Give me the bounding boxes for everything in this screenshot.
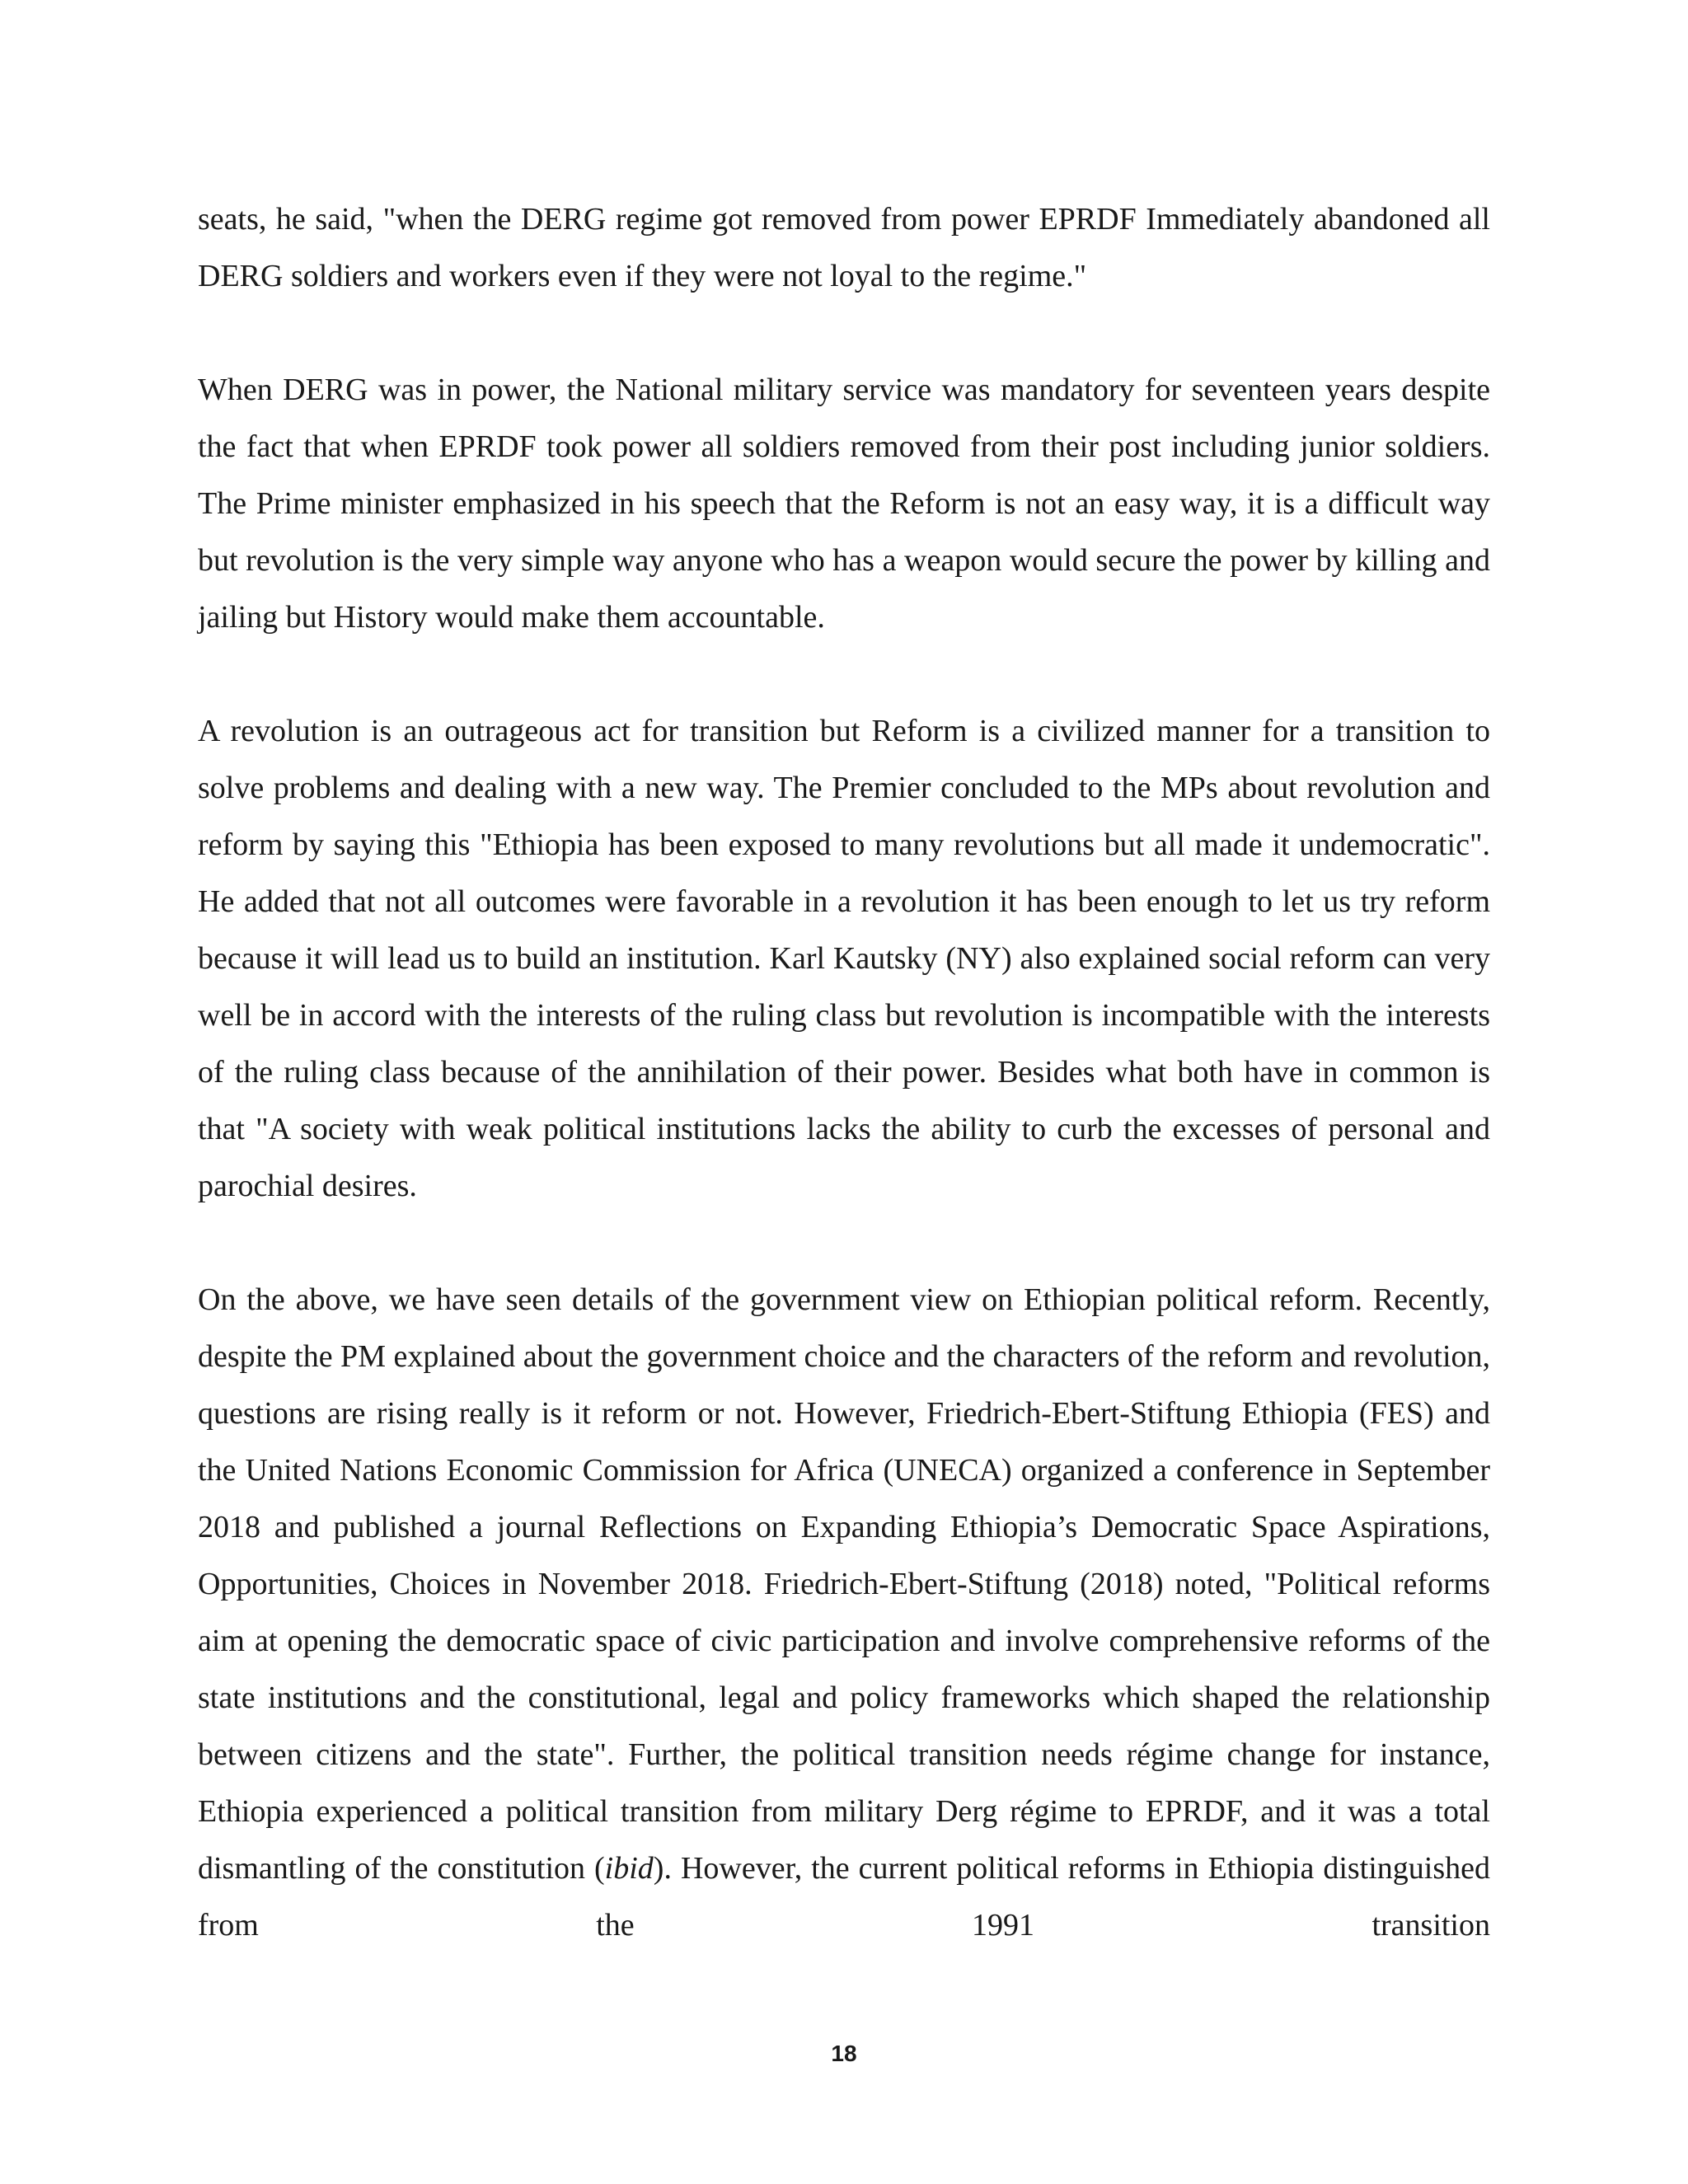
page-number: 18 <box>831 2041 857 2066</box>
paragraph-4 <box>198 1272 1490 1954</box>
paragraph-4-text-after: ). However, the current political reforms in Ethiopia distinguished from the 1991 transition <box>198 1851 1490 1943</box>
paragraph-1: seats, he said, "when the DERG regime got removed from power EPRDF Immediately abandoned all DERG soldiers and workers even if they were not loyal to the regime." <box>198 202 1490 293</box>
paragraph-4-text-before: On the above, we have seen details of the government view on Ethiopian political reform. Recently, despite the PM explained about the government choice and the characters of the reform and revolution, questions are rising really is it reform or not. However, Friedrich-Ebert-Stiftung Ethiopia (FES) and the United Nations Economic Commission for Africa (UNECA) organized a conference in September 2018 and published a journal Reflections on Expanding Ethiopia’s Democratic Space Aspirations, Opportunities, Choices in November 2018. Friedrich-Ebert-Stiftung (2018) noted, "Political reforms aim at opening the democratic space of civic participation and involve comprehensive reforms of the state institutions and the constitutional, legal and policy frameworks which shaped the relationship between citizens and the state". Further, the political transition needs régime change for instance, Ethiopia experienced a political transition from military Derg régime to EPRDF, and it was a total dismantling of the constitution ( <box>198 1282 1491 1886</box>
paragraph-4-italic-ibid: ibid <box>604 1851 654 1886</box>
body-text <box>198 191 1490 1954</box>
paragraph-2: When DERG was in power, the National military service was mandatory for seventeen years despite the fact that when EPRDF took power all soldiers removed from their post including junior soldiers. The Prime minister emphasized in his speech that the Reform is not an easy way, it is a difficult way but revolution is the very simple way anyone who has a weapon would secure the power by killing and jailing but History would make them accountable. <box>198 373 1490 635</box>
paragraph-3: A revolution is an outrageous act for transition but Reform is a civilized manner for a transition to solve problems and dealing with a new way. The Premier concluded to the MPs about revolution and reform by saying this "Ethiopia has been exposed to many revolutions but all made it undemocratic". He added that not all outcomes were favorable in a revolution it has been enough to let us try reform because it will lead us to build an institution. Karl Kautsky (NY) also explained social reform can very well be in accord with the interests of the ruling class but revolution is incompatible with the interests of the ruling class because of the annihilation of their power. Besides what both have in common is that "A society with weak political institutions lacks the ability to curb the excesses of personal and parochial desires. <box>198 714 1490 1203</box>
